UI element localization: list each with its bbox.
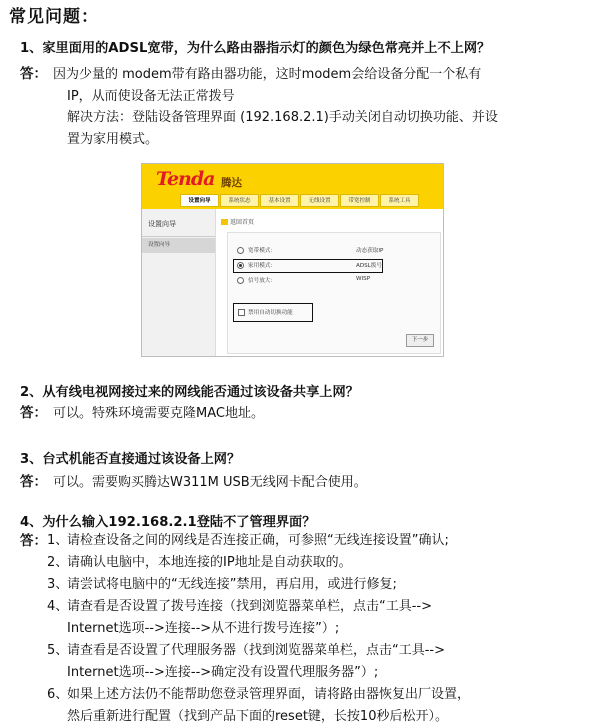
router-admin-screenshot <box>141 163 444 357</box>
sidebar-item-setup-wizard[interactable]: 设置向导 <box>142 238 215 253</box>
answer-label: 答： <box>20 533 47 549</box>
answer-1-line: 置为家用模式。 <box>67 131 159 147</box>
auto-switch-label: 禁用自动切换功能 <box>248 310 293 316</box>
item-number: 3、 <box>47 577 69 592</box>
answer-1-body <box>53 64 498 150</box>
home-icon <box>221 219 228 225</box>
question-1: 1、家里面用的ADSL宽带，为什么路由器指示灯的颜色为绿色常亮并上不上网？ <box>20 41 491 56</box>
item-number: 4、 <box>47 599 69 614</box>
item-text: Internet选项-->连接-->从不进行拨号连接”）; <box>67 621 340 636</box>
mode-value: WISP <box>356 276 371 282</box>
mode-label: 宽带模式： <box>248 248 276 254</box>
answer-1-line: 解决方法：登陆设备管理界面 (192.168.2.1)手动关闭自动切换功能、并设 <box>67 110 498 125</box>
item-text: 请检查设备之间的网线是否连接正确，可参照“无线连接设置”确认; <box>67 533 449 548</box>
answer-4-item <box>47 530 449 552</box>
mode-value: 动态获取IP <box>356 248 384 254</box>
item-text: 请查看是否设置了拨号连接（找到浏览器菜单栏，点击“工具--> <box>67 599 433 614</box>
answer-2-body: 可以。特殊环境需要克隆MAC地址。 <box>53 406 264 421</box>
question-4: 4、为什么输入192.168.2.1登陆不了管理界面？ <box>20 515 316 530</box>
item-text: Internet选项-->连接-->确定没有设置代理服务器”）; <box>67 665 379 680</box>
answer-1-line: 因为少量的 modem带有路由器功能，这时modem会给设备分配一个私有 <box>53 67 482 82</box>
tab-setup-wizard[interactable]: 设置向导 <box>180 194 219 207</box>
answer-3-body: 可以。需要购买腾达W311M USB无线网卡配合使用。 <box>53 475 367 490</box>
tab-wireless-settings[interactable]: 无线设置 <box>300 194 339 207</box>
radio-home-mode[interactable] <box>237 262 244 269</box>
router-sidebar <box>142 209 216 356</box>
next-button[interactable]: 下一步 <box>406 334 434 347</box>
tab-system-tools[interactable]: 系统工具 <box>380 194 419 207</box>
router-header <box>142 164 443 209</box>
question-3: 3、台式机能否直接通过该设备上网？ <box>20 452 241 467</box>
item-number: 2、 <box>47 555 69 570</box>
answer-4-item <box>47 640 445 684</box>
item-text: 请尝试将电脑中的“无线连接”禁用，再启用，或进行修复; <box>67 577 397 592</box>
tab-basic-settings[interactable]: 基本设置 <box>260 194 299 207</box>
router-tabs <box>180 194 420 208</box>
item-text: 请查看是否设置了代理服务器（找到浏览器菜单栏，点击“工具--> <box>67 643 446 658</box>
page-title: 常见问题： <box>9 7 99 27</box>
brand-name: 腾达 <box>221 177 242 189</box>
mode-panel <box>227 232 441 354</box>
answer-4-item <box>47 596 432 640</box>
answer-4-item <box>47 574 397 596</box>
radio-signal-amplifier[interactable] <box>237 277 244 284</box>
answer-label: 答： <box>20 66 47 82</box>
answer-4-item <box>47 552 352 574</box>
mode-value: ADSL拨号 <box>356 263 382 269</box>
item-text: 如果上述方法仍不能帮助您登录管理界面，请将路由器恢复出厂设置， <box>67 687 471 702</box>
sidebar-title: 设置向导 <box>148 220 176 228</box>
auto-switch-checkbox[interactable] <box>238 309 245 316</box>
mode-label: 家用模式： <box>248 263 276 269</box>
answer-1-line: IP，从而使设备无法正常拨号 <box>67 88 235 104</box>
radio-broadband-mode[interactable] <box>237 247 244 254</box>
tab-system-status[interactable]: 系统状态 <box>220 194 259 207</box>
sidebar-divider <box>142 236 215 237</box>
item-text: 然后重新进行配置（找到产品下面的reset键，长按10秒后松开）。 <box>67 709 448 724</box>
tab-bandwidth-control[interactable]: 带宽控制 <box>340 194 379 207</box>
question-2: 2、从有线电视网接过来的网线能否通过该设备共享上网？ <box>20 385 359 400</box>
item-number: 6、 <box>47 687 69 702</box>
answer-label: 答： <box>20 405 47 421</box>
tenda-logo: Tenda <box>156 168 215 190</box>
item-number: 5、 <box>47 643 69 658</box>
item-number: 1、 <box>47 533 69 548</box>
home-link[interactable]: 返回首页 <box>221 217 254 226</box>
mode-label: 信号放大： <box>248 278 276 284</box>
answer-label: 答： <box>20 474 47 490</box>
answer-4-item <box>47 684 470 728</box>
item-text: 请确认电脑中，本地连接的IP地址是自动获取的。 <box>67 555 352 570</box>
